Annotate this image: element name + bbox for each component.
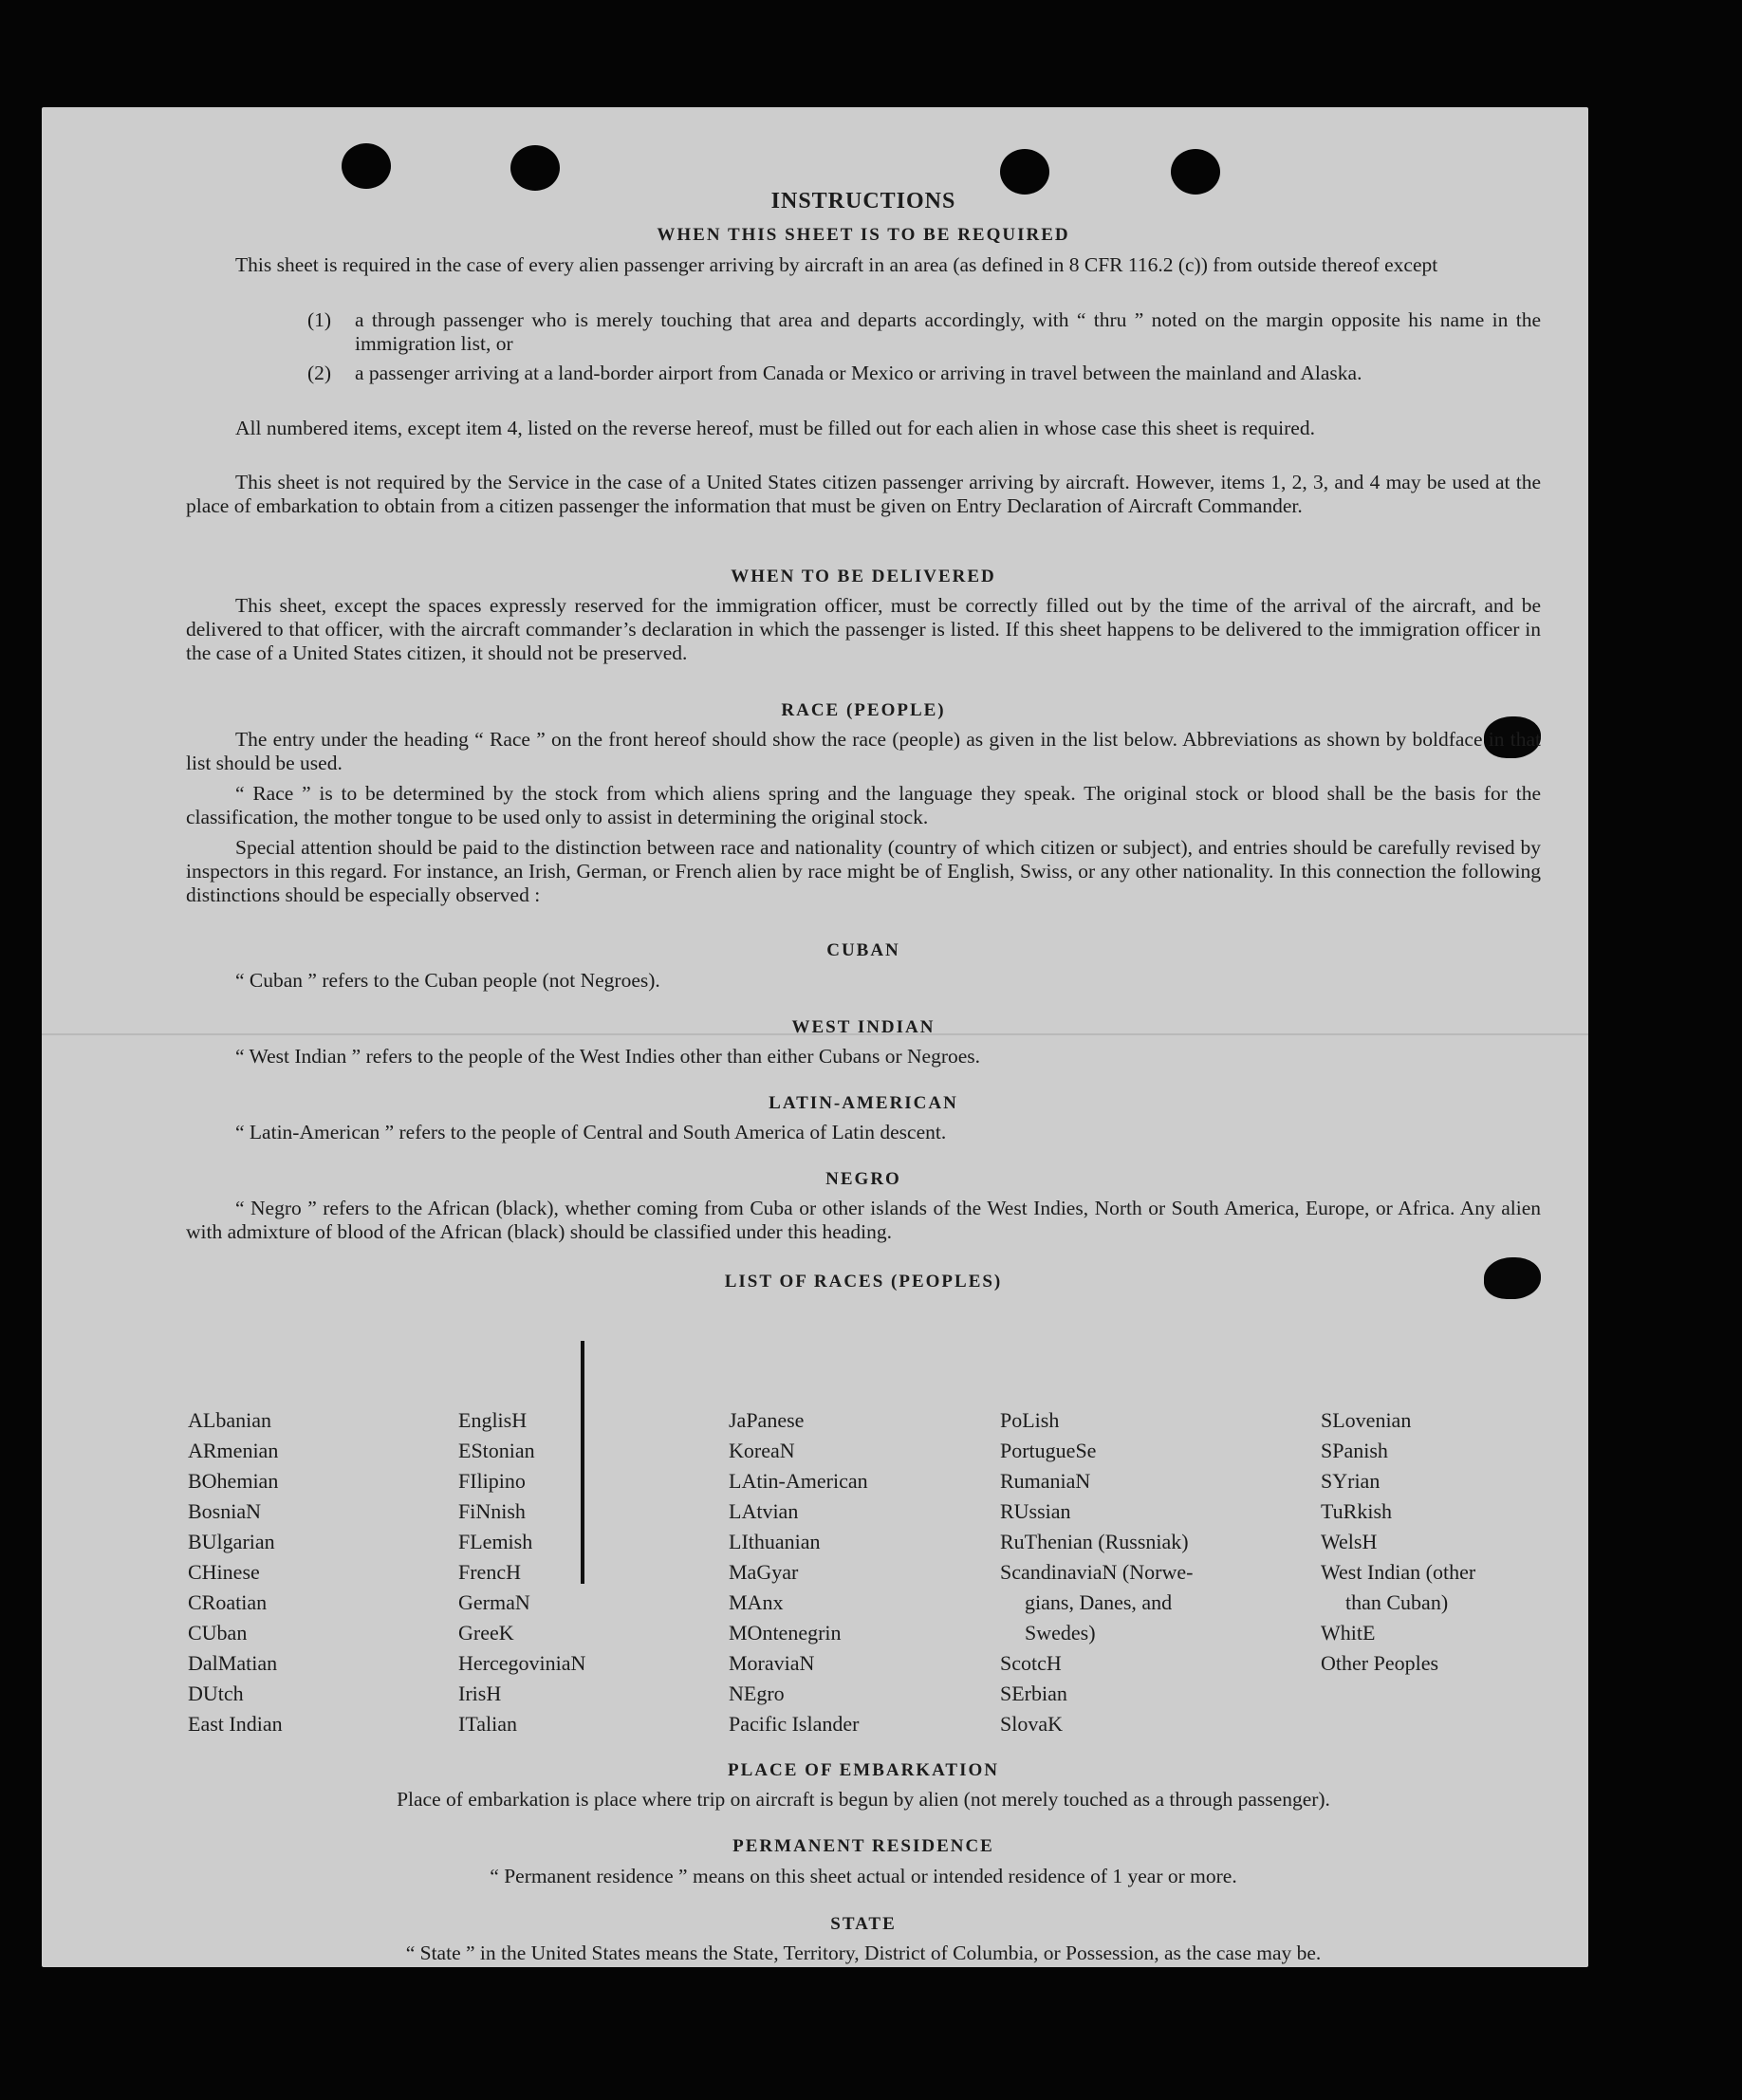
- race-item: LAtin-American: [729, 1469, 868, 1493]
- race-item: SLovenian: [1321, 1408, 1412, 1432]
- races-column: [1321, 1405, 1544, 1679]
- paragraph: “ Permanent residence ” means on this sheet actual or intended residence of 1 year or more.: [490, 1865, 1237, 1887]
- race-item: ALbanian: [188, 1408, 271, 1432]
- race-item: FIlipino: [458, 1469, 526, 1493]
- paragraph: “ Latin-American ” refers to the people of Central and South America of Latin descent.: [235, 1121, 947, 1143]
- paragraph: Special attention should be paid to the distinction between race and nationality (country of which citizen or subject), and entries should be carefully revised by inspectors in this regard. For instance, an Irish, German, or French alien by race might be of English, Swiss, or any other nationality. In this connection the following distinctions should be especially observed :: [186, 836, 1541, 906]
- paragraph: All numbered items, except item 4, listed on the reverse hereof, must be filled out for each alien in whose case this sheet is required.: [235, 417, 1315, 439]
- section-title-embarkation: PLACE OF EMBARKATION: [728, 1760, 999, 1780]
- list-item: [307, 362, 1541, 385]
- race-item: RUssian: [1000, 1499, 1071, 1523]
- document-sheet: [42, 107, 1588, 1967]
- race-item: LIthuanian: [729, 1530, 821, 1553]
- race-item: IrisH: [458, 1682, 502, 1705]
- paragraph: This sheet, except the spaces expressly reserved for the immigration officer, must be correctly filled out by the time of the arrival of the aircraft, and be delivered to that officer, with the aircraft commander’s declaration in which the passenger is listed. If this sheet happens to be delivered to the immigration officer in the case of a United States citizen, it should not be preserved.: [186, 594, 1541, 664]
- race-item: JaPanese: [729, 1408, 805, 1432]
- race-item: ScotcH: [1000, 1651, 1062, 1675]
- section-title-race: RACE (PEOPLE): [781, 700, 946, 720]
- race-item: BOhemian: [188, 1469, 279, 1493]
- paragraph: “ State ” in the United States means the State, Territory, District of Columbia, or Possession, as the case may be.: [405, 1942, 1322, 1964]
- section-title-delivered: WHEN TO BE DELIVERED: [731, 567, 996, 586]
- paragraph: This sheet is not required by the Service in the case of a United States citizen passenger arriving by aircraft. However, items 1, 2, 3, and 4 may be used at the place of embarkation to obtain from a citizen passenger the information that must be given on Entry Declaration of Aircraft Commander.: [186, 471, 1541, 517]
- list-item: [307, 308, 1541, 356]
- punch-hole: [1171, 149, 1220, 195]
- race-item: ARmenian: [188, 1439, 279, 1462]
- race-item: WhitE: [1321, 1621, 1376, 1645]
- list-item-number: (1): [307, 308, 332, 331]
- list-item-text: a passenger arriving at a land-border airport from Canada or Mexico or arriving in travel between the mainland and Alaska.: [355, 362, 1362, 384]
- race-item: BosniaN: [188, 1499, 261, 1523]
- races-column: [1000, 1405, 1247, 1739]
- paragraph: Place of embarkation is place where trip on aircraft is begun by alien (not merely touched as a through passenger).: [397, 1788, 1330, 1811]
- section-title-state: STATE: [830, 1914, 897, 1934]
- races-list-title: LIST OF RACES (PEOPLES): [724, 1272, 1003, 1292]
- punch-hole: [1000, 149, 1049, 195]
- race-item: ScandinaviaN (Norwe-: [1000, 1560, 1194, 1584]
- race-item: RumaniaN: [1000, 1469, 1091, 1493]
- race-item: SPanish: [1321, 1439, 1388, 1462]
- race-item: DalMatian: [188, 1651, 278, 1675]
- race-item: LAtvian: [729, 1499, 799, 1523]
- section-title-west-indian: WEST INDIAN: [791, 1017, 936, 1037]
- race-item: EnglisH: [458, 1408, 528, 1432]
- race-item: SErbian: [1000, 1682, 1067, 1705]
- race-item: WelsH: [1321, 1530, 1378, 1553]
- race-item: Pacific Islander: [729, 1712, 860, 1736]
- paragraph: “ West Indian ” refers to the people of the West Indies other than either Cubans or Negroes.: [235, 1045, 981, 1068]
- race-item: TuRkish: [1321, 1499, 1393, 1523]
- section-title-negro: NEGRO: [825, 1169, 901, 1189]
- list-item-number: (2): [307, 362, 332, 384]
- race-item: CHinese: [188, 1560, 260, 1584]
- race-item: West Indian (other: [1321, 1560, 1476, 1584]
- page-title: INSTRUCTIONS: [770, 189, 956, 214]
- paragraph: “ Cuban ” refers to the Cuban people (not Negroes).: [235, 969, 660, 992]
- section-title-latin-american: LATIN-AMERICAN: [769, 1093, 958, 1113]
- race-item: SYrian: [1321, 1469, 1381, 1493]
- race-item: NEgro: [729, 1682, 785, 1705]
- race-item: MoraviaN: [729, 1651, 815, 1675]
- race-item: MaGyar: [729, 1560, 799, 1584]
- race-item: FiNnish: [458, 1499, 526, 1523]
- race-item: HercegovinіaN: [458, 1651, 586, 1675]
- race-item: PoLish: [1000, 1408, 1060, 1432]
- races-column: [729, 1405, 868, 1739]
- paragraph: “ Race ” is to be determined by the stock from which aliens spring and the language they speak. The original stock or blood shall be the basis for the classification, the mother tongue to be used only to assist in determining the original stock.: [186, 782, 1541, 828]
- list-item-text: a through passenger who is merely touching that area and departs accordingly, with “ thru ” noted on the margin opposite his name in the immigration list, or: [355, 308, 1541, 355]
- race-item: GermaN: [458, 1590, 530, 1614]
- races-column: [458, 1405, 585, 1739]
- races-column: [188, 1405, 283, 1739]
- race-item: RuThenian (Russniak): [1000, 1530, 1189, 1553]
- race-item: East Indian: [188, 1712, 283, 1736]
- punch-hole: [510, 145, 560, 191]
- race-item: EStonian: [458, 1439, 535, 1462]
- paragraph: The entry under the heading “ Race ” on the front hereof should show the race (people) as given in the list below. Abbreviations as shown by boldface in that list should be used.: [186, 728, 1541, 774]
- race-item: CUban: [188, 1621, 248, 1645]
- punch-hole: [342, 143, 391, 189]
- race-item: ITalian: [458, 1712, 517, 1736]
- race-item: CRoatian: [188, 1590, 268, 1614]
- race-item: FrencH: [458, 1560, 521, 1584]
- race-item: gians, Danes, and: [1025, 1590, 1173, 1614]
- paragraph: This sheet is required in the case of every alien passenger arriving by aircraft in an area (as defined in 8 CFR 116.2 (c)) from outside thereof except: [235, 253, 1438, 276]
- race-item: FLemish: [458, 1530, 533, 1553]
- paragraph: “ Negro ” refers to the African (black), whether coming from Cuba or other islands of the West Indies, North or South America, Europe, or Africa. Any alien with admixture of blood of the African (black) should be classified under this heading.: [186, 1197, 1541, 1243]
- race-item: BUlgarian: [188, 1530, 275, 1553]
- race-item: GreeK: [458, 1621, 514, 1645]
- section-title-cuban: CUBAN: [826, 940, 900, 960]
- section-title-required: WHEN THIS SHEET IS TO BE REQUIRED: [657, 225, 1070, 245]
- race-item: SlovaK: [1000, 1712, 1063, 1736]
- race-item: Swedes): [1025, 1621, 1096, 1645]
- race-item: MAnx: [729, 1590, 784, 1614]
- race-item: KoreaN: [729, 1439, 795, 1462]
- race-item: Other Peoples: [1321, 1651, 1439, 1675]
- race-item: MOntenegrin: [729, 1621, 842, 1645]
- race-item: than Cuban): [1345, 1590, 1449, 1614]
- race-item: PortugueSe: [1000, 1439, 1097, 1462]
- section-title-residence: PERMANENT RESIDENCE: [732, 1836, 994, 1856]
- race-item: DUtch: [188, 1682, 244, 1705]
